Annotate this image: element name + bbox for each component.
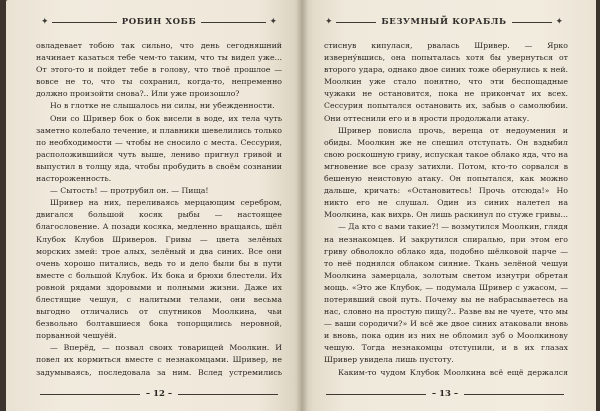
paragraph: Шривер на них, переливаясь мерцающим серебром, двигался большой косяк рыбы — настоящее благословение. А позади косяка, медленно вращаясь, шёл Клубок Клубов Шриверов. Гривы — цвета зелёных морских змей: трое алых, зелёный и два синих. Все они очень хорошо питались, ведь то и дело были бы в пути вместе с большой Клубок. Их бока и брюхи блестели. Их ровной рядами здоровыми и полными жизни. Даже их блестящие чешуя, с налитыми телами, они весьма выгодно отличались от спутников Моолкина, чьи безвольно болтавшиеся бока топорщились неровной, порванной чешуёй. — [36, 198, 282, 341]
paragraph: Каким-то чудом Клубок Моолкина всё ещё держался — [338, 367, 568, 377]
header-rule — [52, 22, 117, 23]
paragraph: Но в глотке не слышалось ни силы, ни убежденности. — [50, 101, 275, 111]
footer-rule — [326, 394, 426, 395]
left-page — [6, 0, 302, 411]
page-number: – 13 – — [431, 389, 459, 399]
ornament-icon: ✦ — [555, 16, 564, 27]
open-book — [6, 0, 596, 411]
footer-rule — [178, 394, 278, 395]
ornament-icon: ✦ — [41, 16, 49, 27]
paragraph: Они со Шривер бок о бок висели в воде, их тела чуть заметно колебало течение, и плавники шевелились только по необходимости — чтобы не сносило с места. Сессурия, расположившийся чуть выше, лениво пригнул гривой и выпустил в толщу яда, чтобы пробудить в своём сознании настороженность. — [36, 113, 282, 184]
right-page-footer — [326, 387, 564, 401]
paragraph: овладевает тобою так сильно, что день сегодняшний начинает казаться тебе чем-то таким, что ты видел уже... От этого-то и пойдет тебе в голову, что твоё прошлое — вовсе не то, что ты сохранил, когда-то, непременно должно произойти снова?.. Или уже произошло? — [36, 41, 282, 99]
header-rule — [336, 22, 377, 23]
paragraph: Шривер повисла прочь, вереща от недоумения и обиды. Моолкин же не спешил отступать. Он вздыбил свою роскошную гриву, испуская такое облако яда, что на мгновение все сразу затихли. Потом, кто-то сорвался в бешеную неистовую атаку. Он попытался, как можно дальше, кричать: «Остановитесь! Прочь отсюда!» Но никто его не слушал. Один из синих налетел на Моолкина, как вихрь. Он лишь раскинул по стуже гривы... — [324, 125, 568, 220]
right-page — [302, 0, 596, 411]
footer-rule — [464, 394, 564, 395]
paragraph: — Да кто с вами такие?! — возмутился Моолкин, глядя на незнакомцев. И закрутился спиралью, при этом его гриву обволокло облако яда, подобно шёлковой парче — то неё поднялся облаком сияние. Ткань зелёной чешуи Моолкина замерцала, золотым светом изнутри обретая мощь. «Это же Клубок, — подумала Шривер с ужасом, — потерявший свой путь. Почему вы не набрасываетесь на нас, словно на простую пищу?.. Разве вы не чуете, что мы — ваши сородичи?» И всё же двое синих атаковали вновь и вновь, пока один из них не обломил зуб о Моолкинову чешую. Тогда незнакомцы отступили, и в их глазах Шривер увидела лишь пустоту. — [324, 222, 568, 365]
ornament-icon: ✦ — [325, 16, 333, 27]
left-page-body — [36, 40, 282, 377]
page-number: – 12 – — [145, 389, 173, 399]
ornament-icon: ✦ — [269, 16, 278, 27]
paragraph: стиснув кипулася, рвалась Шривер. — Ярко изверну́вшись, она попыталась хотя бы увернуться от второго удара, однако двое синих тоже обернулись к ней. Моолкин уже стало понятно, что эти беспощадные чужаки не остановятся, пока не прикончат их всех. Сессурия попытался остановить их, забыв о самолюбии. Они оттеснили его и в ярости продолжали атаку. — [324, 41, 568, 123]
running-title-author: РОБИН ХОББ — [121, 17, 197, 27]
left-page-header — [38, 14, 280, 30]
right-page-header — [322, 14, 566, 30]
right-page-body — [324, 40, 568, 377]
left-page-footer — [40, 387, 278, 401]
header-rule — [201, 22, 266, 23]
header-rule — [512, 22, 553, 23]
paragraph: — Вперёд, — позвал своих товарищей Моолкин. И повел их кормиться вместе с незнакомцами. Шривер, не задумываясь, последовала за ним. Вслед устремились — [36, 343, 282, 377]
footer-rule — [40, 394, 140, 395]
running-title-book: БЕЗУМНЫЙ КОРАБЛЬ — [381, 17, 507, 27]
paragraph: — Сытость! — протрубил он. — Пища! — [50, 186, 209, 196]
